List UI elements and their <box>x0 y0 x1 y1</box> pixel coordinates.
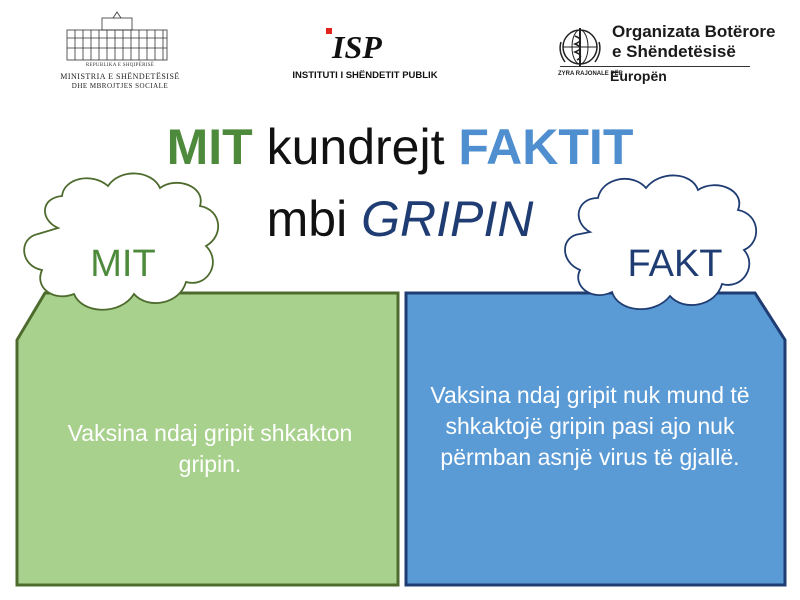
title-word-gripin: GRIPIN <box>361 191 534 247</box>
myth-label: MIT <box>90 243 156 285</box>
title-word-mbi: mbi <box>266 191 362 247</box>
title-word-kundrejt: kundrejt <box>252 119 459 175</box>
myth-cloud <box>24 173 218 309</box>
title-word-mit: MIT <box>166 119 253 175</box>
who-name-line1: Organizata Botërore <box>612 22 776 41</box>
ministry-republic-text: REPUBLIKA E SHQIPËRISË <box>85 63 155 68</box>
fact-label: FAKT <box>627 243 723 285</box>
ministry-subname-text: DHE MBROJTJES SOCIALE <box>71 82 169 90</box>
title-word-faktit: FAKTIT <box>458 119 634 175</box>
myth-statement: Vaksina ndaj gripit shkakton gripin. <box>67 420 353 477</box>
isp-logo-text: ISP <box>332 29 382 65</box>
ministry-name-text: MINISTRIA E SHËNDETËSISË <box>60 72 180 81</box>
fact-statement: Vaksina ndaj gripit nuk mund të shkaktojë gripin pasi ajo nuk përmban asnjë virus të gjallë. <box>430 382 750 470</box>
who-name-line2: e Shëndetësisë <box>612 42 736 61</box>
isp-caption: INSTITUTI I SHËNDETIT PUBLIK <box>292 70 438 81</box>
who-region-text: Europën <box>610 68 667 84</box>
who-regional-office-text: ZYRA RAJONALE PËR <box>558 71 623 77</box>
